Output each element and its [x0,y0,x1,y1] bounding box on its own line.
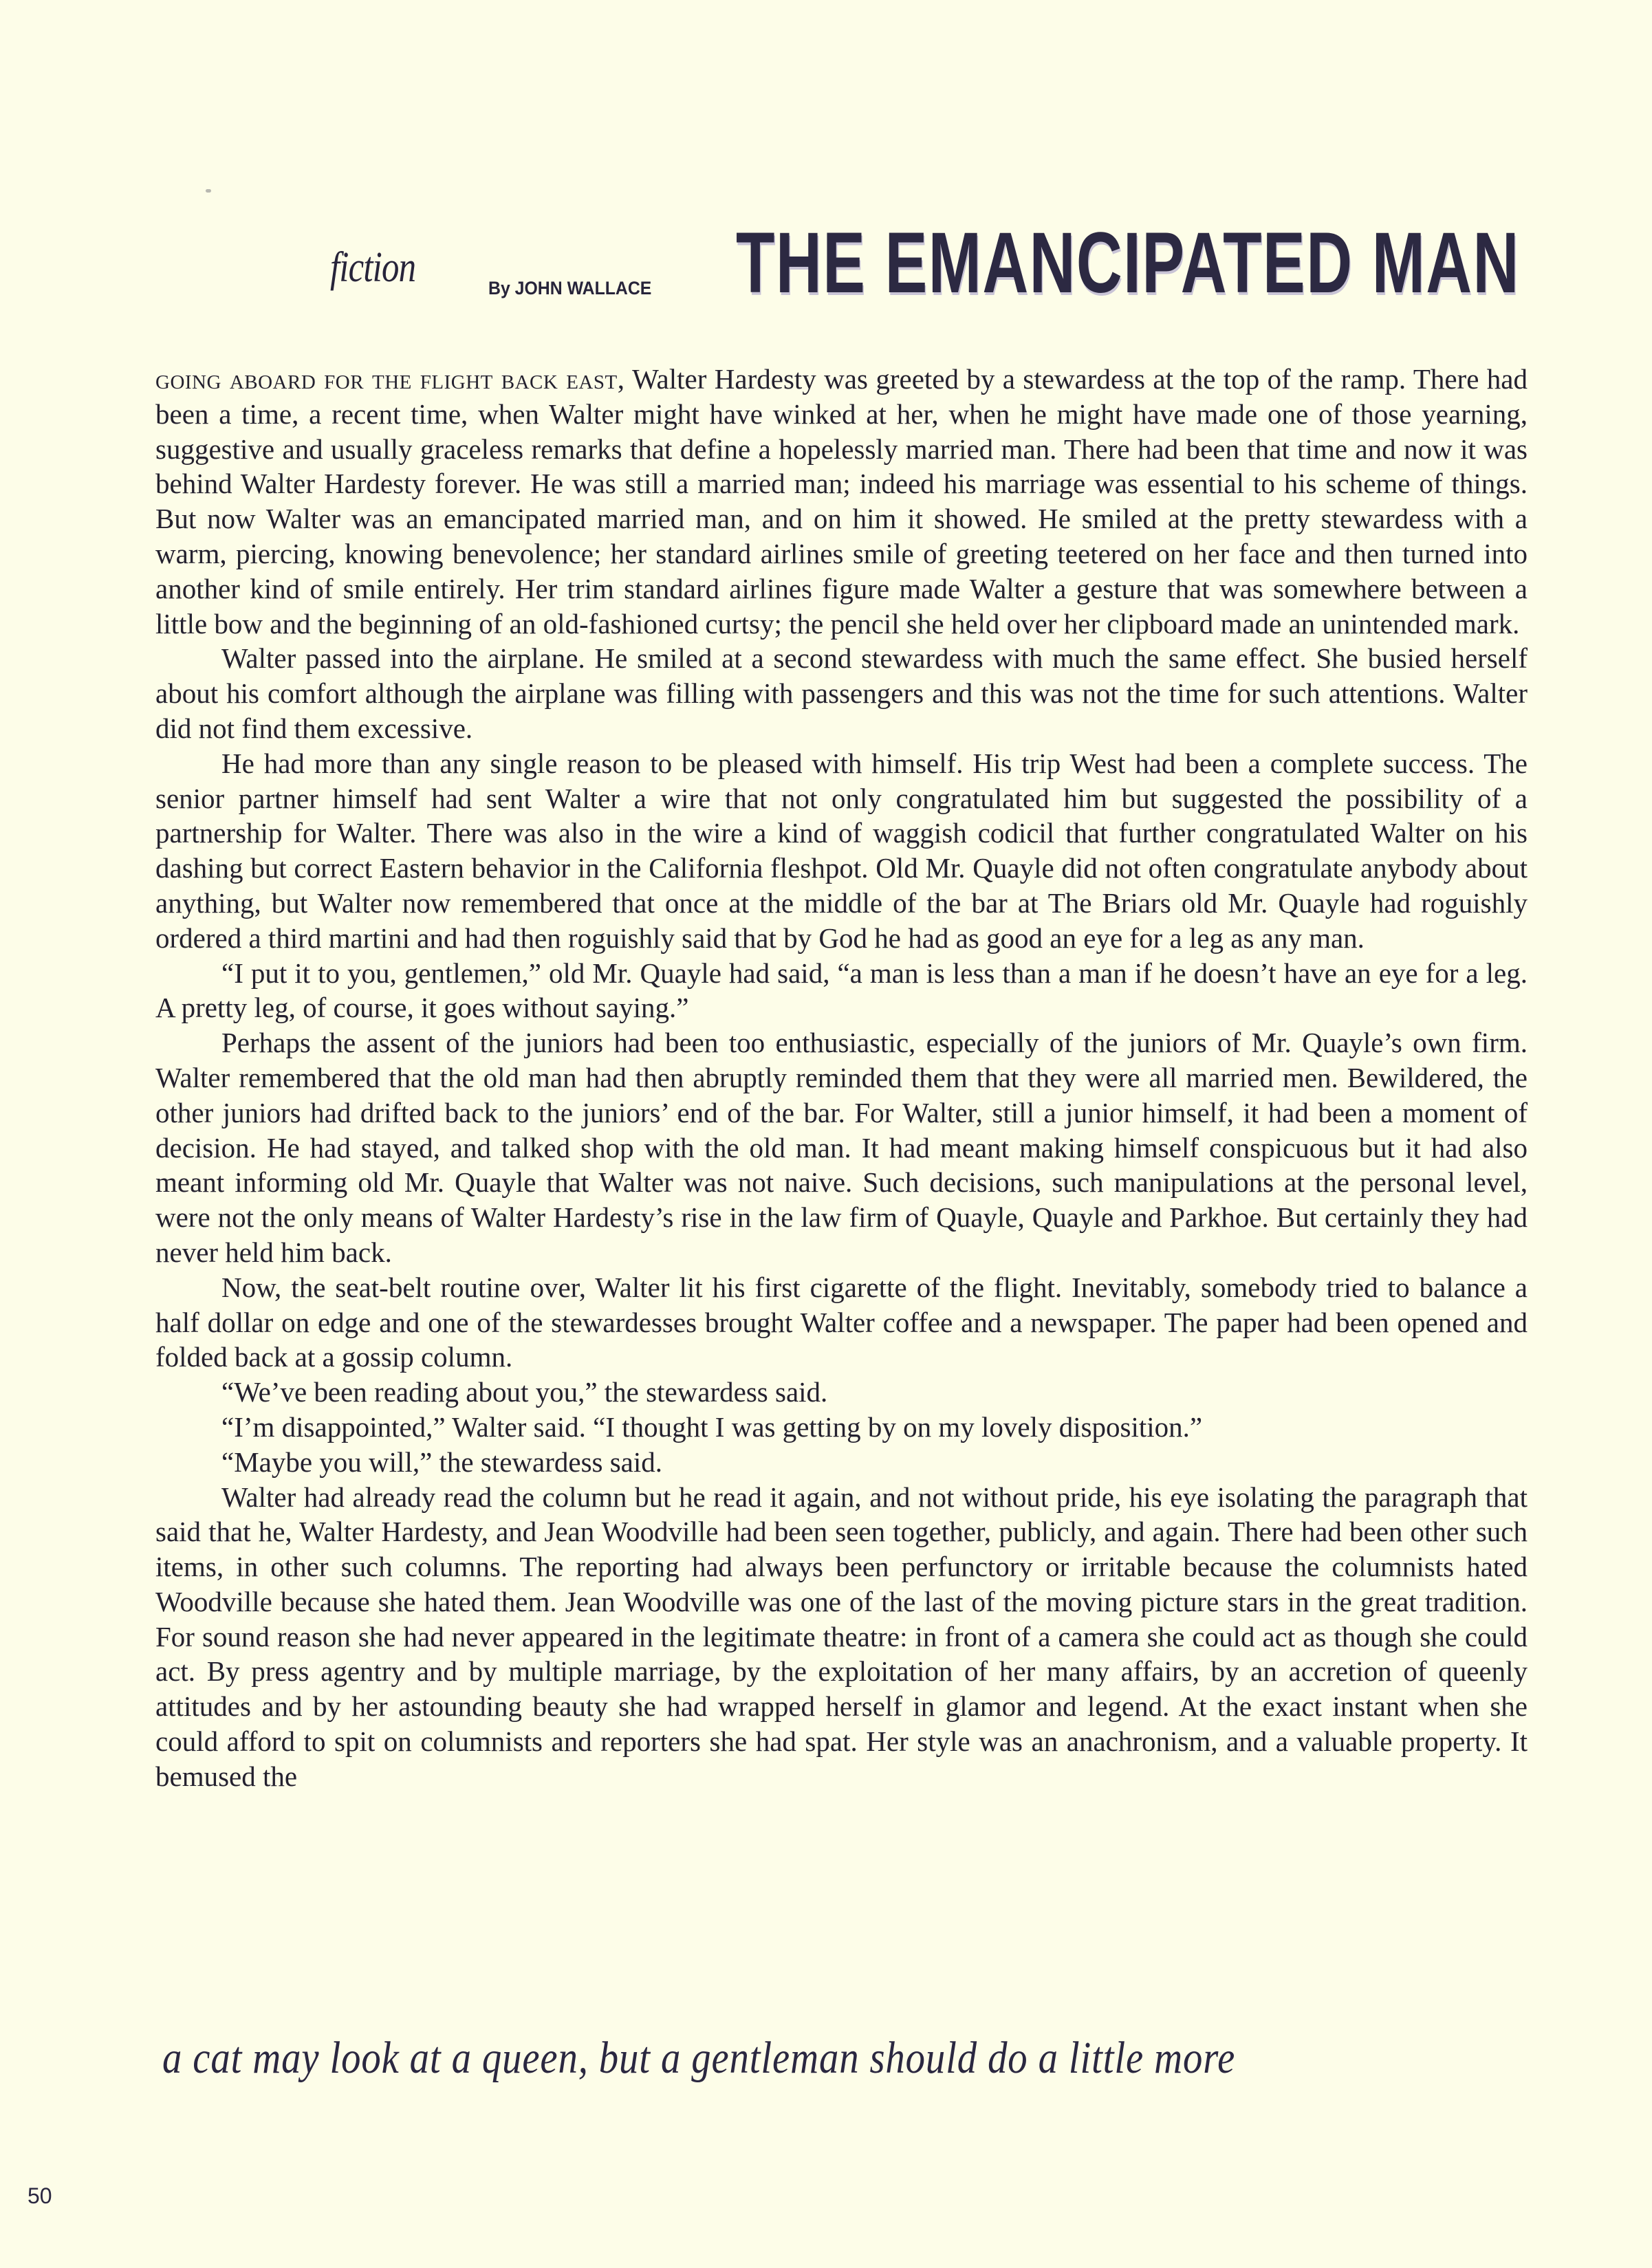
section-kicker: fiction [330,244,416,291]
paragraph: “I put it to you, gentlemen,” old Mr. Quayle had said, “a man is less than a man if he doesn’t have an eye for a leg. A pretty leg, of course, it goes without saying.” [155,957,1528,1024]
paragraph: He had more than any single reason to be pleased with himself. His trip West had been a complete success. The senior partner himself had sent Walter a wire that not only congratulated him but suggested the possibility of a partnership for Walter. There was also in the wire a kind of waggish codicil that further congratulated Walter on his dashing but correct Eastern behavior in the California fleshpot. Old Mr. Quayle did not often congratulate anybody about anything, but Walter now remembered that once at the middle of the bar at The Briars old Mr. Quayle had roguishly ordered a third martini and had then roguishly said that by God he had as good an eye for a leg as any man. [155,747,1528,954]
byline: By JOHN WALLACE [488,278,652,298]
article-title: THE EMANCIPATED MAN [736,215,1520,311]
paragraph: “We’ve been reading about you,” the stewardess said. [221,1376,828,1408]
paragraph: Now, the seat-belt routine over, Walter lit his first cigarette of the flight. Inevitably, somebody tried to balance a half dollar on edge and one of the stewardesses brought Walter coffee and a newspaper. The paper had been opened and folded back at a gossip column. [155,1271,1528,1373]
paragraph: Walter passed into the airplane. He smiled at a second stewardess with much the same effect. She busied herself about his comfort although the airplane was filling with passengers and this was not the time for such attentions. Walter did not find them excessive. [155,642,1528,744]
paragraph: Walter had already read the column but he read it again, and not without pride, his eye isolating the paragraph that said that he, Walter Hardesty, and Jean Woodville had been seen together, publicly, and again. There had been other such items, in other such columns. The reporting had always been perfunctory or irritable because the columnists hated Woodville because she hated them. Jean Woodville was one of the last of the moving picture stars in the great tradition. For sound reason she had never appeared in the legitimate theatre: in front of a camera she could act as though she could act. By press agentry and by multiple marriage, by the exploitation of her many affairs, by an accretion of queenly attitudes and by her astounding beauty she had wrapped herself in glamor and legend. At the exact instant when she could afford to spit on columnists and reporters she had spat. Her style was an anachronism, and a valuable property. It bemused the [155,1481,1528,1792]
article-header [330,215,1527,311]
pull-quote-tagline: a cat may look at a queen, but a gentleman should do a little more [162,2033,1236,2083]
article-body [155,362,1528,1794]
paragraph: going aboard for the flight back east, Walter Hardesty was greeted by a stewardess at the top of the ramp. There had been a time, a recent time, when Walter might have winked at her, when he might have made one of those yearning, suggestive and usually graceless remarks that define a hopelessly married man. There had been that time and now it was behind Walter Hardesty forever. He was still a married man; indeed his marriage was essential to his scheme of things. But now Walter was an emancipated married man, and on him it showed. He smiled at the pretty stewardess with a warm, piercing, knowing benevolence; her standard airlines smile of greeting teetered on her face and then turned into another kind of smile entirely. Her trim standard airlines figure made Walter a gesture that was somewhere between a little bow and the beginning of an old-fashioned curtsy; the pencil she held over her clipboard made an unintended mark. [155,363,1528,640]
print-speck [206,189,211,193]
lead-in: going aboard for the flight back east, [155,363,625,395]
page-number: 50 [28,2183,52,2208]
paragraph: “Maybe you will,” the stewardess said. [221,1446,663,1478]
paragraph: “I’m disappointed,” Walter said. “I thought I was getting by on my lovely disposition.” [221,1410,1203,1443]
paragraph: Perhaps the assent of the juniors had been too enthusiastic, especially of the juniors of Mr. Quayle’s own firm. Walter remembered that the old man had then abruptly reminded them that they were all married men. Bewildered, the other juniors had drifted back to the juniors’ end of the bar. For Walter, still a junior himself, it had been a moment of decision. He had stayed, and talked shop with the old man. It had meant making himself conspicuous but it had also meant informing old Mr. Quayle that Walter was not naive. Such decisions, such manipulations at the personal level, were not the only means of Walter Hardesty’s rise in the law firm of Quayle, Quayle and Parkhoe. But certainly they had never held him back. [155,1027,1528,1268]
